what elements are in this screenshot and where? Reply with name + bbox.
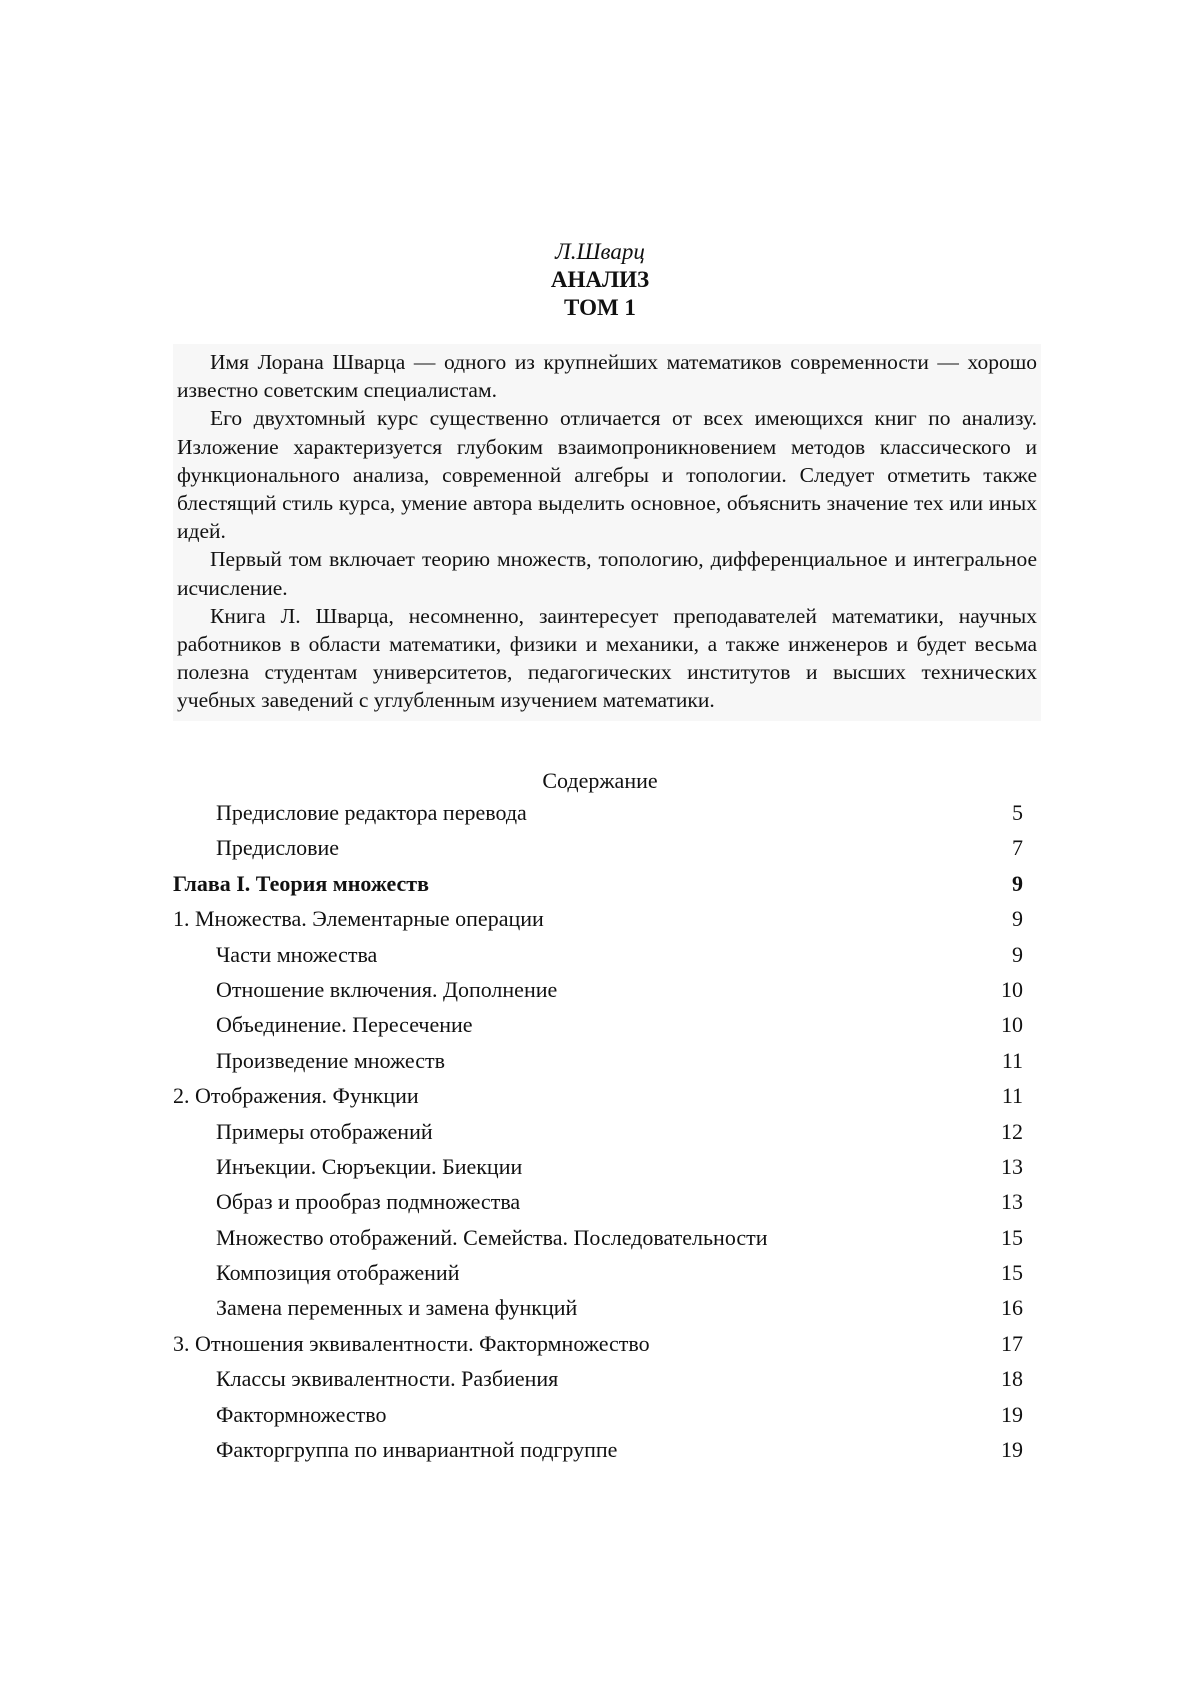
toc-entry-page: 10 — [1001, 1012, 1023, 1038]
toc-entry — [173, 830, 1023, 865]
toc-entry-title: Образ и прообраз подмножества — [216, 1189, 521, 1215]
toc-entry-title: Объединение. Пересечение — [216, 1012, 473, 1038]
toc-entry-page: 15 — [1001, 1260, 1023, 1286]
toc-entry-title: Произведение множеств — [216, 1047, 445, 1073]
toc-entry-page: 7 — [1012, 835, 1023, 861]
toc-entry-title: 2. Отображения. Функции — [173, 1083, 419, 1109]
toc-entry-page: 15 — [1001, 1224, 1023, 1250]
toc-entry — [173, 1007, 1023, 1042]
toc-entry — [173, 1114, 1023, 1149]
toc-entry-title: 3. Отношения эквивалентности. Фактормножество — [173, 1330, 650, 1356]
toc-entry — [173, 1078, 1023, 1113]
toc-entry-title: 1. Множества. Элементарные операции — [173, 906, 544, 932]
toc-entry-page: 9 — [1012, 906, 1023, 932]
toc-entry-title: Факторгруппа по инвариантной подгруппе — [216, 1437, 618, 1463]
volume-label: ТОМ 1 — [564, 295, 636, 320]
toc-entry — [173, 1290, 1023, 1325]
toc-entry — [173, 1149, 1023, 1184]
toc-entry — [173, 1361, 1023, 1396]
toc-entry-page: 11 — [1001, 1083, 1023, 1109]
toc-entry — [173, 901, 1023, 936]
toc-entry-page: 19 — [1001, 1401, 1023, 1427]
abstract-paragraph: Имя Лорана Шварца — одного из крупнейших математиков современности — хорошо известно советским специалистам. — [177, 350, 1037, 403]
toc-entry-page: 9 — [1012, 941, 1023, 967]
table-of-contents — [173, 795, 1023, 1467]
abstract — [173, 344, 1041, 721]
toc-entry-title: Композиция отображений — [216, 1260, 460, 1286]
toc-entry-page: 11 — [1001, 1047, 1023, 1073]
toc-entry — [173, 1043, 1023, 1078]
toc-entry — [173, 972, 1023, 1007]
toc-entry-page: 10 — [1001, 976, 1023, 1002]
toc-entry-title: Множество отображений. Семейства. Последовательности — [216, 1224, 768, 1250]
toc-entry-title: Замена переменных и замена функций — [216, 1295, 578, 1321]
abstract-paragraph: Книга Л. Шварца, несомненно, заинтересует преподавателей математики, научных работников в области математики, физики и механики, а также инженеров и будет весьма полезна студентам университетов, педагогических институтов и высших технических учебных заведений с углубленным изучением математики. — [177, 603, 1037, 713]
toc-entry-title: Отношение включения. Дополнение — [216, 976, 558, 1002]
toc-entry-title: Предисловие — [216, 835, 339, 861]
toc-entry-page: 19 — [1001, 1437, 1023, 1463]
toc-entry-page: 17 — [1001, 1330, 1023, 1356]
toc-entry — [173, 1255, 1023, 1290]
abstract-paragraph: Его двухтомный курс существенно отличается от всех имеющихся книг по анализу. Изложение характеризуется глубоким взаимопроникновением методов классического и функционального анализа, современной алгебры и топологии. Следует отметить также блестящий стиль курса, умение автора выделить основное, объяснить значение тех или иных идей. — [177, 406, 1037, 544]
author-name: Л.Шварц — [555, 239, 645, 264]
abstract-paragraph: Первый том включает теорию множеств, топологию, дифференциальное и интегральное исчисление. — [177, 547, 1037, 600]
toc-entry-page: 16 — [1001, 1295, 1023, 1321]
toc-entry-page: 5 — [1012, 800, 1023, 825]
toc-heading: Содержание — [542, 768, 658, 793]
toc-entry-title: Классы эквивалентности. Разбиения — [216, 1366, 559, 1392]
toc-entry — [173, 1326, 1023, 1361]
toc-entry-title: Инъекции. Сюръекции. Биекции — [216, 1153, 523, 1179]
toc-entry — [173, 795, 1023, 830]
toc-entry-title: Примеры отображений — [216, 1118, 433, 1144]
toc-entry-page: 12 — [1001, 1118, 1023, 1144]
toc-entry — [173, 1432, 1023, 1467]
toc-entry-title: Глава I. Теория множеств — [173, 870, 429, 896]
toc-entry — [173, 1184, 1023, 1219]
toc-entry-title: Части множества — [216, 941, 378, 967]
book-title: АНАЛИЗ — [550, 267, 650, 292]
toc-entry-page: 9 — [1012, 870, 1023, 896]
toc-entry-page: 18 — [1001, 1366, 1023, 1392]
book-header — [0, 238, 1200, 322]
toc-entry — [173, 1220, 1023, 1255]
toc-entry-page: 13 — [1001, 1153, 1023, 1179]
toc-entry-page: 13 — [1001, 1189, 1023, 1215]
toc-entry — [173, 866, 1023, 901]
toc-entry-title: Фактормножество — [216, 1401, 387, 1427]
toc-entry — [173, 1397, 1023, 1432]
toc-entry — [173, 937, 1023, 972]
toc-entry-title: Предисловие редактора перевода — [216, 800, 527, 825]
